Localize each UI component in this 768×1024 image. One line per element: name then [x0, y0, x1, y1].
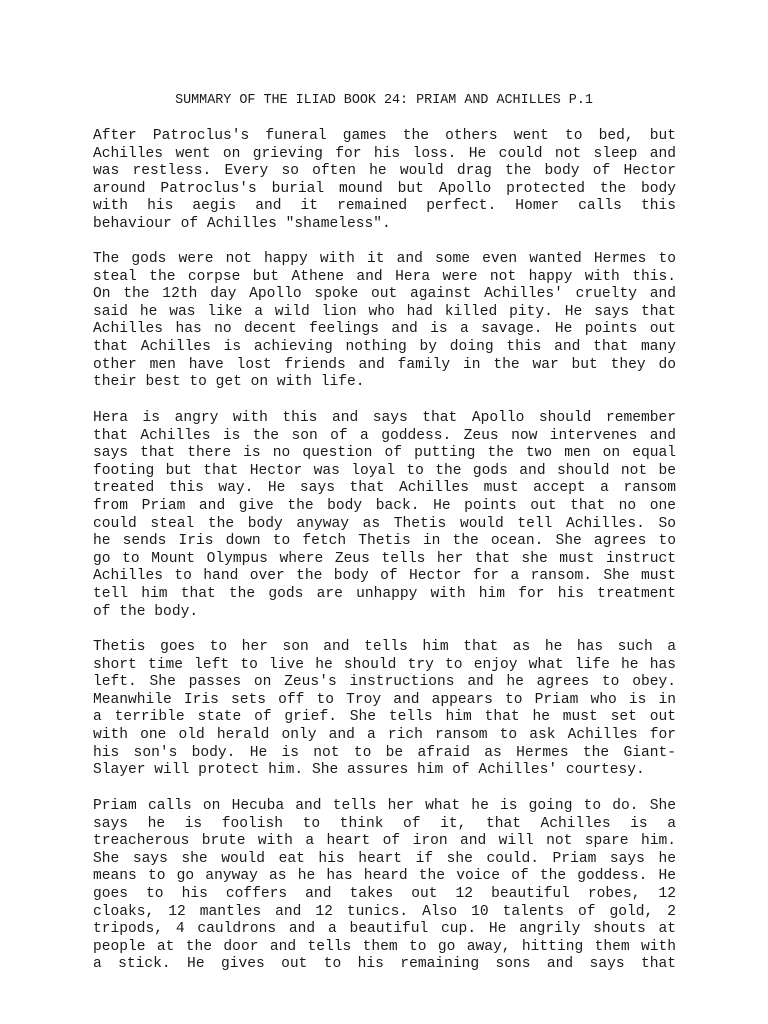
- text-line: of the body.: [93, 603, 199, 620]
- text-line: he sends Iris down to fetch Thetis in the ocean. She agrees to: [93, 533, 676, 550]
- text-line: treacherous brute with a heart of iron and will not spare him.: [93, 833, 676, 850]
- text-line: Priam calls on Hecuba and tells her what he is going to do. She: [93, 798, 676, 814]
- paragraph-4: [93, 639, 676, 780]
- text-line: short time left to live he should try to enjoy what life he has: [93, 656, 676, 673]
- text-line: from Priam and give the body back. He points out that no one: [93, 497, 676, 514]
- paragraph-2: [93, 251, 676, 392]
- text-line: footing but that Hector was loyal to the gods and should not be: [93, 462, 676, 479]
- text-line: could steal the body anyway as Thetis would tell Achilles. So: [93, 515, 676, 532]
- text-line: goes to his coffers and takes out 12 beautiful robes, 12: [93, 885, 676, 902]
- text-line: a stick. He gives out to his remaining sons and says that: [93, 956, 676, 973]
- text-line: cloaks, 12 mantles and 12 tunics. Also 10 talents of gold, 2: [93, 903, 676, 920]
- text-line: treated this way. He says that Achilles must accept a ransom: [93, 480, 676, 497]
- text-line: tripods, 4 cauldrons and a beautiful cup. He angrily shouts at: [93, 921, 676, 938]
- text-line: their best to get on with life.: [93, 374, 365, 391]
- text-line: Slayer will protect him. She assures him of Achilles' courtesy.: [93, 762, 645, 779]
- text-line: a terrible state of grief. She tells him that he must set out: [93, 709, 676, 726]
- text-line: The gods were not happy with it and some even wanted Hermes to: [93, 251, 676, 267]
- text-line: tell him that the gods are unhappy with him for his treatment: [93, 585, 676, 602]
- paragraph-5: [93, 798, 676, 974]
- text-line: means to go anyway as he has heard the voice of the goddess. He: [93, 868, 676, 885]
- text-line: On the 12th day Apollo spoke out against Achilles' cruelty and: [93, 286, 676, 303]
- text-line: that Achilles is achieving nothing by doing this and that many: [93, 338, 676, 355]
- text-line: says that there is no question of putting the two men on equal: [93, 445, 676, 462]
- text-line: his son's body. He is not to be afraid as Hermes the Giant-: [93, 744, 676, 761]
- text-line: around Patroclus's burial mound but Apollo protected the body: [93, 180, 676, 197]
- text-line: Thetis goes to her son and tells him that as he has such a: [93, 639, 676, 655]
- text-line: said he was like a wild lion who had killed pity. He says that: [93, 303, 676, 320]
- text-line: Achilles went on grieving for his loss. He could not sleep and: [93, 145, 676, 162]
- text-line: Hera is angry with this and says that Apollo should remember: [93, 410, 676, 426]
- text-line: go to Mount Olympus where Zeus tells her that she must instruct: [93, 550, 676, 567]
- paragraph-3: [93, 410, 676, 621]
- text-line: She says she would eat his heart if she could. Priam says he: [93, 850, 676, 867]
- text-line: After Patroclus's funeral games the others went to bed, but: [93, 128, 676, 144]
- text-line: with one old herald only and a rich ransom to ask Achilles for: [93, 726, 676, 743]
- page-title: SUMMARY OF THE ILIAD BOOK 24: PRIAM AND ACHILLES P.1: [175, 93, 593, 108]
- text-line: behaviour of Achilles "shameless".: [93, 215, 391, 232]
- text-line: was restless. Every so often he would drag the body of Hector: [93, 163, 676, 180]
- text-line: steal the corpse but Athene and Hera were not happy with this.: [93, 268, 676, 285]
- text-line: with his aegis and it remained perfect. Homer calls this: [93, 198, 676, 215]
- text-line: says he is foolish to think of it, that Achilles is a: [93, 815, 676, 832]
- text-line: Achilles has no decent feelings and is a savage. He points out: [93, 321, 676, 338]
- text-line: Meanwhile Iris sets off to Troy and appears to Priam who is in: [93, 691, 676, 708]
- text-line: left. She passes on Zeus's instructions and he agrees to obey.: [93, 674, 676, 691]
- paragraph-1: [93, 128, 676, 234]
- text-line: Achilles to hand over the body of Hector for a ransom. She must: [93, 568, 676, 585]
- text-line: other men have lost friends and family in the war but they do: [93, 356, 676, 373]
- text-line: that Achilles is the son of a goddess. Zeus now intervenes and: [93, 427, 676, 444]
- text-line: people at the door and tells them to go away, hitting them with: [93, 938, 676, 955]
